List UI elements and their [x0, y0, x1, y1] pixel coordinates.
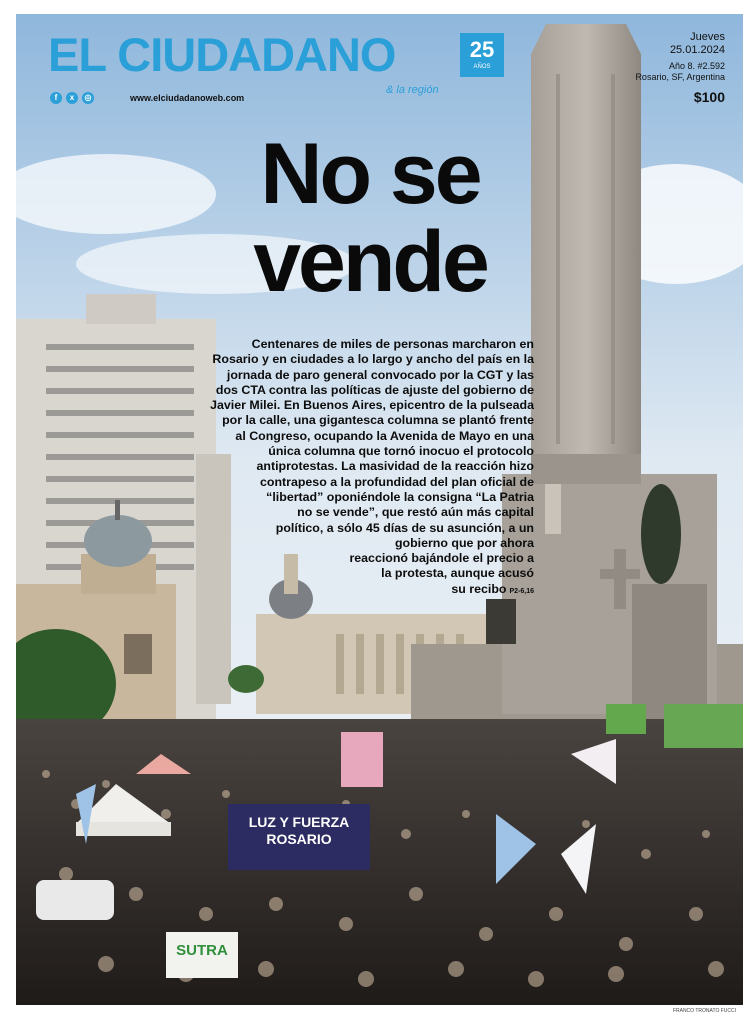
edition-day: Jueves: [690, 31, 725, 43]
lede-line: jornada de paro general convocado por la CGT y las: [226, 367, 534, 382]
lede-line: “libertad” oponiéndole la consigna “La Patria: [266, 489, 534, 504]
lede-line: la protesta, aunque acusó: [381, 566, 534, 581]
lede-line: única columna que tornó inocuo el protocolo: [268, 444, 534, 459]
sign-sutra: SUTRA: [176, 942, 228, 959]
anniversary-number: 25: [469, 37, 495, 62]
x-icon[interactable]: x: [66, 92, 78, 104]
lede-line: gobierno que por ahora: [394, 535, 534, 550]
edition-place: Rosario, SF, Argentina: [635, 72, 725, 82]
social-links: [50, 92, 94, 104]
website-url[interactable]: www.elciudadanoweb.com: [130, 93, 245, 103]
edition-issue: Año 8. #2.592: [668, 61, 725, 71]
lede-line: Rosario y en ciudades a lo largo y ancho del país en la: [212, 352, 534, 367]
lede-last-text: su recibo: [451, 581, 507, 596]
lede-line: político, a sólo 45 días de su asunción, a un: [275, 520, 534, 535]
masthead: [48, 30, 395, 80]
lede-text: [198, 337, 534, 599]
lede-line: al Congreso, ocupando la Avenida de Mayo en una: [235, 428, 534, 443]
anniversary-sub: AÑOS: [473, 64, 491, 70]
lede-line: antiprotestas. La masividad de la reacción hizo: [256, 459, 534, 474]
headline-line-2: vende: [253, 214, 487, 310]
anniversary-badge: [460, 33, 504, 77]
region-tagline: & la región: [386, 84, 439, 96]
facebook-icon[interactable]: f: [50, 92, 62, 104]
edition-price: $100: [693, 89, 725, 105]
headline-line-1: No se: [260, 126, 480, 222]
edition-date: 25.01.2024: [669, 44, 725, 56]
lede-line: por la calle, una gigantesca columna se plantó frente: [222, 413, 534, 428]
lede-line-last: [198, 582, 534, 599]
lede-line: no se vende”, que restó aún más capital: [297, 505, 534, 520]
newspaper-logo: EL CIUDADANO: [48, 28, 396, 81]
lede-line: dos CTA contra las políticas de ajuste del gobierno de: [215, 382, 534, 397]
banner-luz-y-fuerza: LUZ Y FUERZA ROSARIO: [248, 814, 350, 847]
lede-line: reaccionó bajándole el precio a: [349, 551, 534, 566]
photo-credit: FRANCO TRONATO FUCCI: [672, 1008, 736, 1014]
main-headline: [190, 126, 550, 310]
lede-line: Centenares de miles de personas marcharon en: [251, 337, 534, 351]
lede-line: contrapeso a la profundidad del plan oficial de: [259, 474, 534, 489]
lede-line: Javier Milei. En Buenos Aires, epicentro de la pulseada: [210, 398, 534, 413]
edition-info: [635, 31, 725, 106]
instagram-icon[interactable]: ◎: [82, 92, 94, 104]
page-reference[interactable]: P2-6,16: [509, 587, 534, 595]
